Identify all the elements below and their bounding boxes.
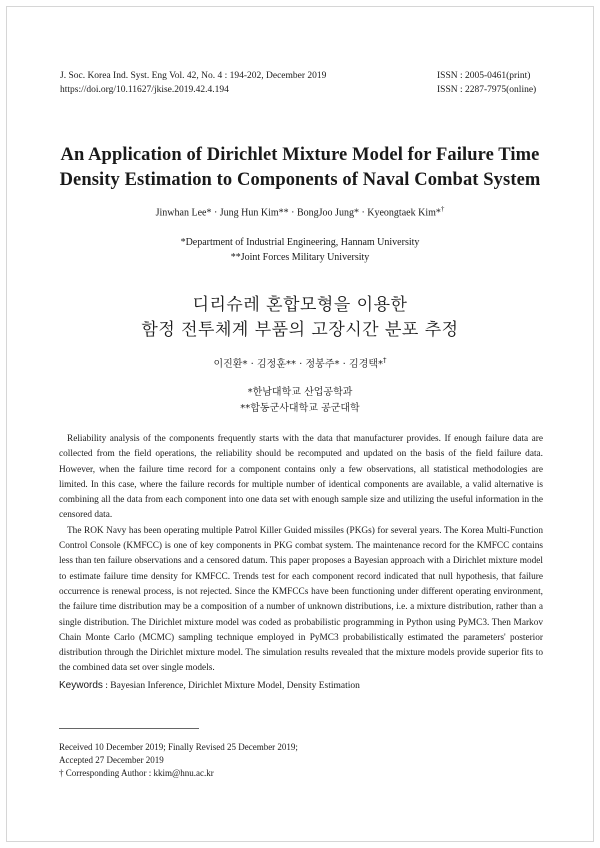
korean-affiliations: [0, 385, 600, 417]
dagger-mark: †: [59, 768, 64, 778]
title-line-2: Density Estimation to Components of Naval Combat System: [59, 170, 541, 190]
abstract-paragraph-1: Reliability analysis of the components frequently starts with the data that manufacturer provides. If enough failure data are collected from the field operations, the reliability should be recomputed and updated on the basis of the field failure data. However, when the failure time record for a component contains only a few observations, all statistical methodologies are limited. In this case, where the failure records for multiple number of identical components are available, a valid alternative is combining all the data from each component into one data set with enough sample size and utilizing the useful information in the censored data.: [59, 434, 543, 521]
korean-title: [0, 293, 600, 343]
received-date: Received 10 December 2019; Finally Revised 25 December 2019;: [59, 742, 298, 752]
author-list: [0, 205, 600, 218]
issn-print: ISSN : 2005-0461(print): [437, 71, 531, 81]
issn-block: [437, 69, 536, 97]
journal-citation: J. Soc. Korea Ind. Syst. Eng Vol. 42, No. 4 : 194-202, December 2019: [60, 71, 327, 81]
issn-online: ISSN : 2287-7975(online): [437, 85, 537, 95]
keywords-separator: :: [102, 681, 111, 691]
korean-title-line-2: 함정 전투체계 부품의 고장시간 분포 추정: [141, 320, 459, 340]
corresponding-author: [59, 767, 298, 780]
affiliation-1: *Department of Industrial Engineering, Hannam University: [180, 237, 420, 248]
footnote: [59, 741, 298, 780]
footnote-divider: [59, 728, 199, 729]
korean-author-names: 이진환* · 김정훈** · 정봉주* · 김경택*: [213, 359, 384, 370]
affiliations: [0, 235, 600, 265]
korean-title-line-1: 디리슈레 혼합모형을 이용한: [192, 295, 408, 315]
journal-header: [60, 69, 326, 97]
korean-affiliation-1: *한남대학교 산업공학과: [247, 387, 353, 398]
korean-corresponding-mark: †: [383, 356, 387, 365]
title-line-1: An Application of Dirichlet Mixture Model for Failure Time: [60, 145, 540, 165]
abstract: [59, 432, 543, 677]
doi-link[interactable]: https://doi.org/10.11627/jkise.2019.42.4.194: [60, 85, 229, 95]
keywords-text: Bayesian Inference, Dirichlet Mixture Model, Density Estimation: [110, 681, 360, 691]
page-border: [6, 6, 594, 842]
corresponding-author-text: Corresponding Author : kkim@hnu.ac.kr: [63, 768, 214, 778]
keywords-label: Keywords: [59, 680, 103, 691]
paper-title: [40, 143, 560, 193]
affiliation-2: **Joint Forces Military University: [230, 252, 370, 263]
corresponding-mark: †: [440, 205, 445, 213]
accepted-date: Accepted 27 December 2019: [59, 755, 164, 765]
author-names: Jinwhan Lee* · Jung Hun Kim** · BongJoo Jung* · Kyeongtaek Kim*: [155, 207, 441, 219]
korean-author-list: [0, 355, 600, 370]
keywords: [59, 680, 360, 691]
korean-affiliation-2: **합동군사대학교 공군대학: [240, 403, 360, 414]
abstract-paragraph-2: The ROK Navy has been operating multiple Patrol Killer Guided missiles (PKGs) for several years. The Korea Multi-Function Control Console (KMFCC) is one of key components in PKG combat system. The maintenance record for the KMFCC contains less than ten failure observations and a censored datum. This paper proposes a Bayesian approach with a Dirichlet mixture model to estimate failure time density for KMFCC. Trends test for each component record indicated that null hypothesis, that failure occurrence is renewal process, is not rejected. Since the KMFCCs have been functioning under different operating environment, the failure time distribution may be a composition of a number of unknown distributions, i.e. a mixture distribution, rather than a single distribution. The Dirichlet mixture model was coded as probabilistic programming in Python using PyMC3. Then Markov Chain Monte Carlo (MCMC) sampling technique employed in PyMC3 probabilistically estimated the parameters' posterior distribution through the Dirichlet mixture model. The simulation results revealed that the mixture models provide superior fits to the combined data set over single models.: [59, 525, 543, 674]
